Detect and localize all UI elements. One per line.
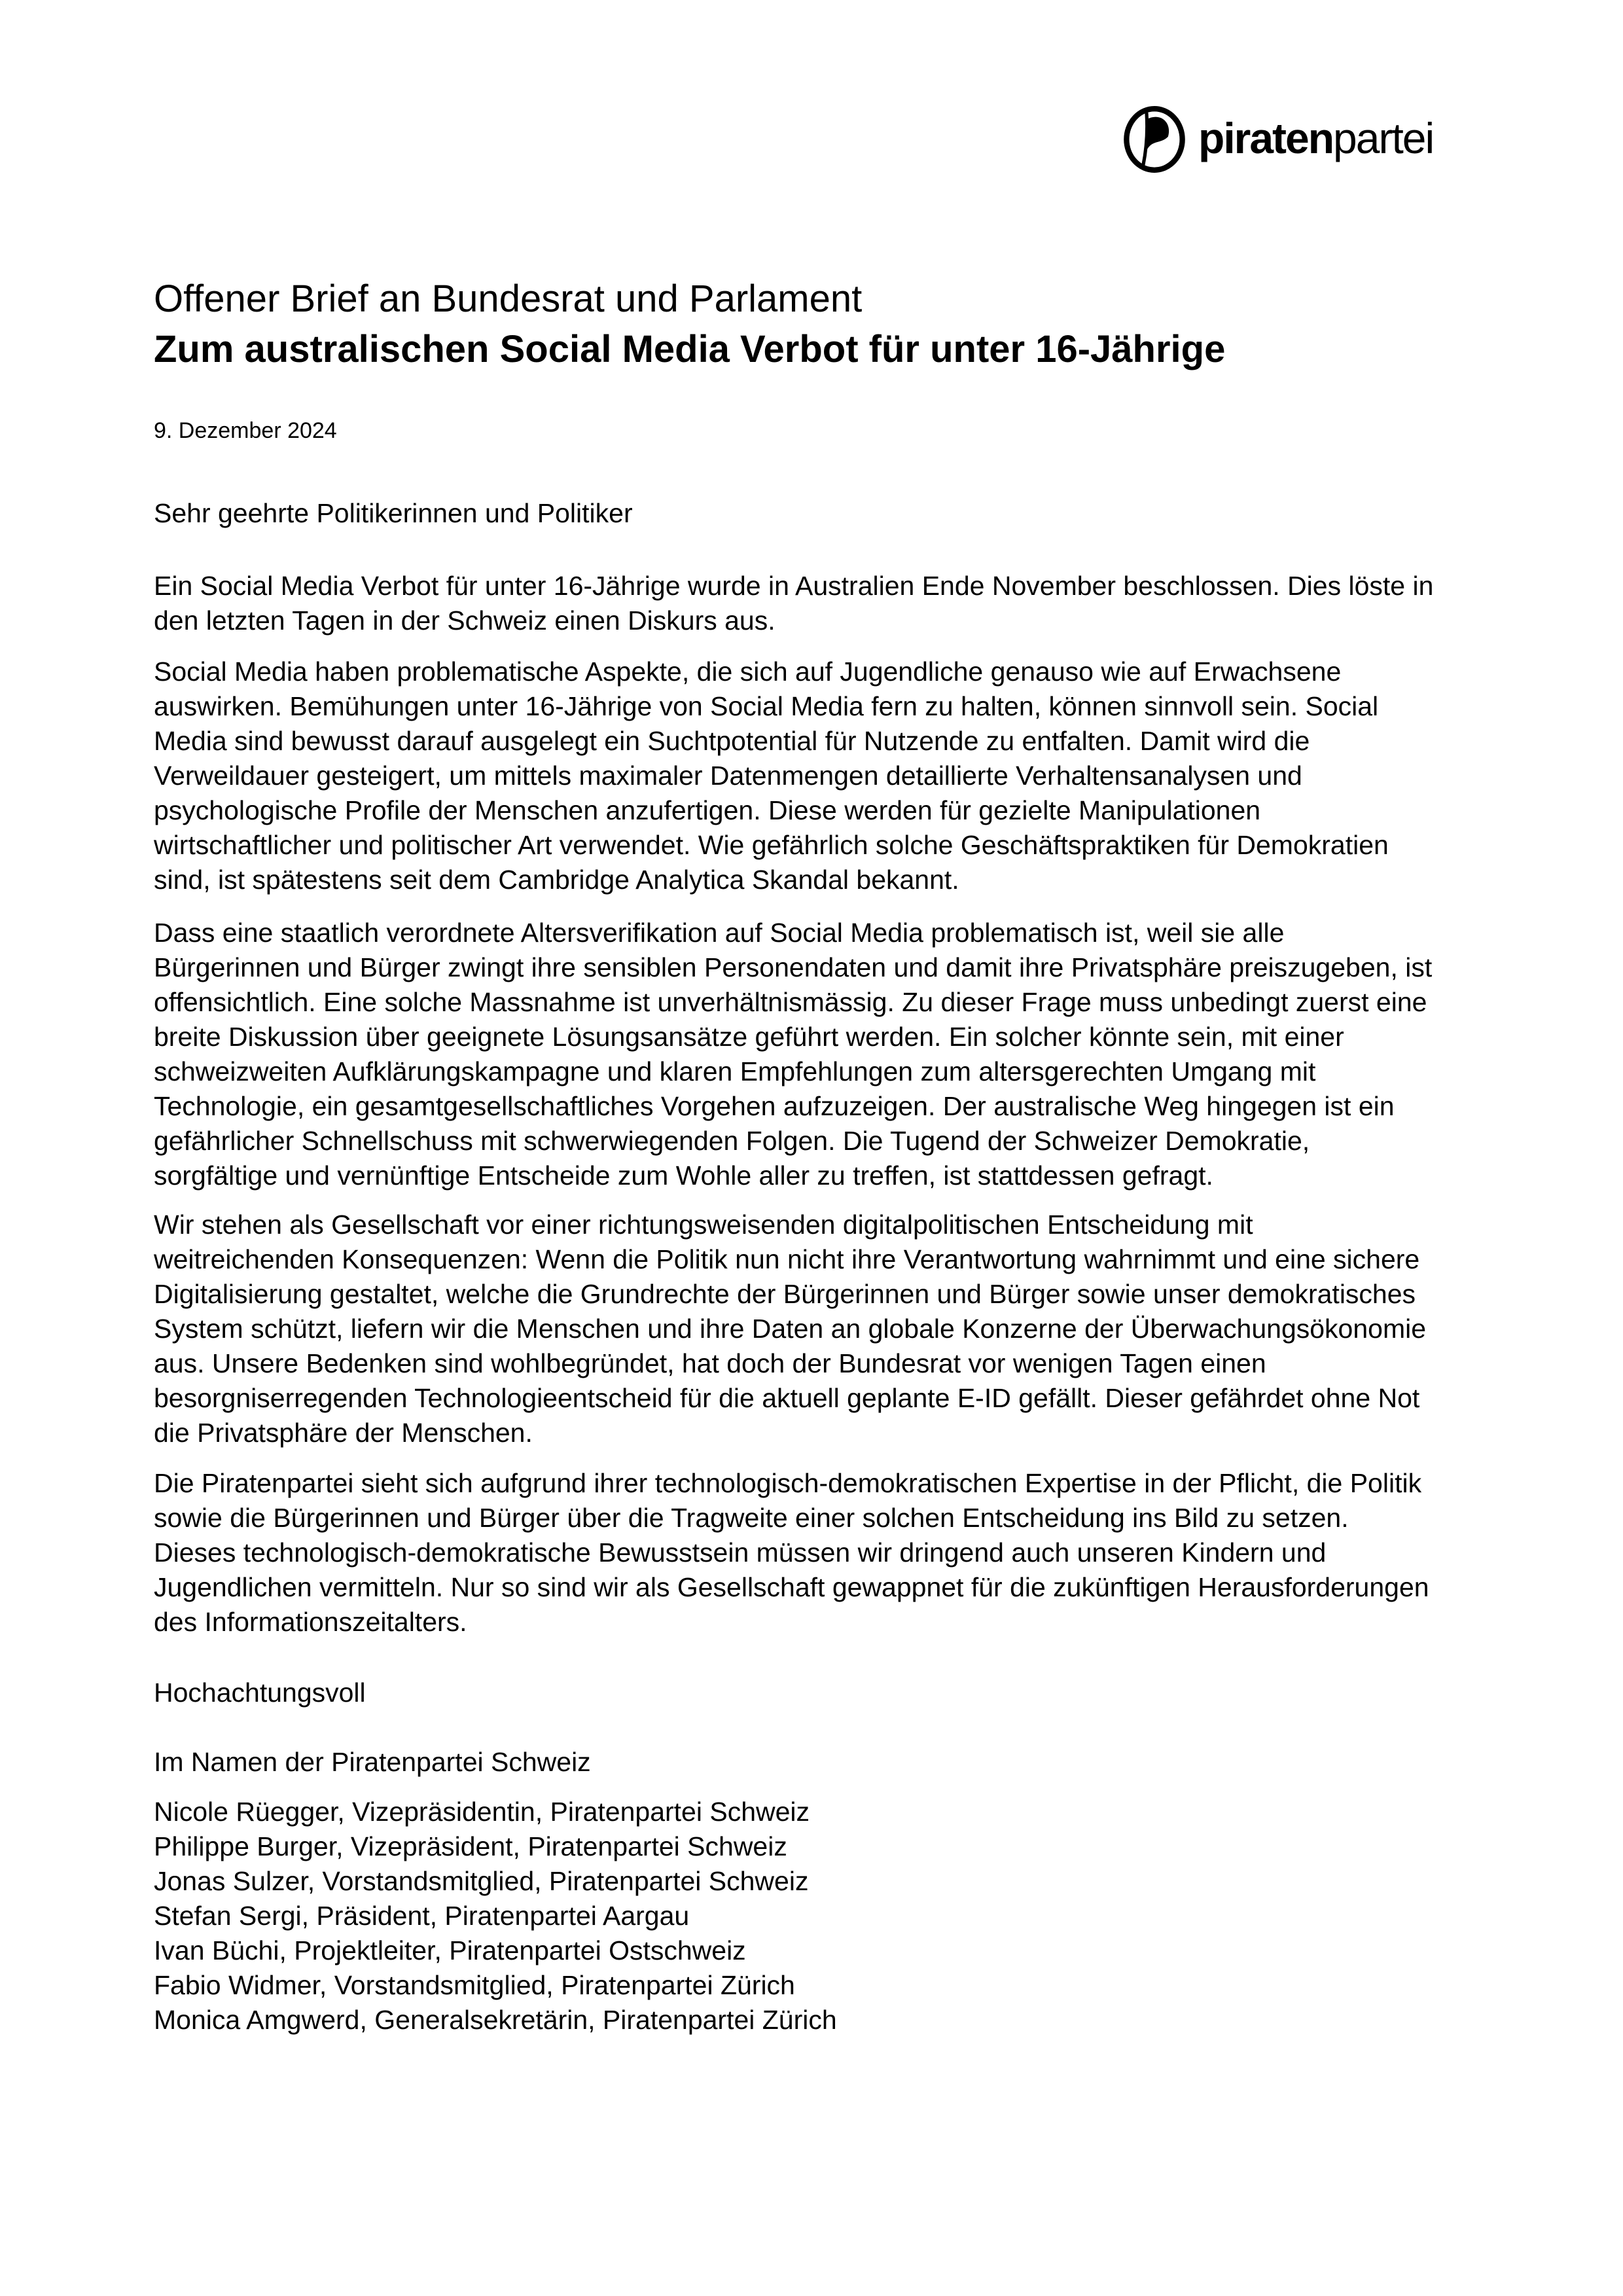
signatory-line: Nicole Rüegger, Vizepräsidentin, Piratenpartei Schweiz xyxy=(154,1797,810,1827)
signatory-line: Ivan Büchi, Projektleiter, Piratenpartei Ostschweiz xyxy=(154,1935,746,1965)
on-behalf-line: Im Namen der Piratenpartei Schweiz xyxy=(154,1747,591,1777)
letter-content xyxy=(154,0,1435,2037)
signatory-line: Jonas Sulzer, Vorstandsmitglied, Piratenpartei Schweiz xyxy=(154,1866,809,1896)
title-line-2: Zum australischen Social Media Verbot für unter 16-Jährige xyxy=(154,328,1226,370)
signatory-list xyxy=(154,1795,1435,2037)
signatory-line: Stefan Sergi, Präsident, Piratenpartei Aargau xyxy=(154,1901,690,1931)
logo-text-light: partei xyxy=(1333,114,1434,162)
paragraph-1: Ein Social Media Verbot für unter 16-Jährige wurde in Australien Ende November beschlossen. Dies löste in den letzten Tagen in der Schweiz einen Diskurs aus. xyxy=(154,571,1434,636)
greeting: Sehr geehrte Politikerinnen und Politiker xyxy=(154,498,633,528)
paragraph-3: Dass eine staatlich verordnete Altersverifikation auf Social Media problematisch ist, weil sie alle Bürgerinnen und Bürger zwingt ihre sensiblen Personendaten und damit ihre Privatsphäre preiszugeben, ist offensichtlich. Eine solche Massnahme ist unverhältnismässig. Zu dieser Frage muss unbedingt zuerst eine breite Diskussion über geeignete Lösungsansätze geführt werden. Ein solcher könnte sein, mit einer schweizweiten Aufklärungskampagne und klaren Empfehlungen zum altersgerechten Umgang mit Technologie, ein gesamtgesellschaftliches Vorgehen aufzuzeigen. Der australische Weg hingegen ist ein gefährlicher Schnellschuss mit schwerwiegenden Folgen. Die Tugend der Schweizer Demokratie, sorgfältige und vernünftige Entscheide zum Wohle aller zu treffen, ist stattdessen gefragt. xyxy=(154,918,1433,1191)
letter-date: 9. Dezember 2024 xyxy=(154,418,337,443)
signatory-line: Monica Amgwerd, Generalsekretärin, Piratenpartei Zürich xyxy=(154,2005,837,2035)
paragraph-5: Die Piratenpartei sieht sich aufgrund ihrer technologisch-demokratischen Expertise in der Pflicht, die Politik sowie die Bürgerinnen und Bürger über die Tragweite einer solchen Entscheidung ins Bild zu setzen. Dieses technologisch-demokratische Bewusstsein müssen wir dringend auch unseren Kindern und Jugendlichen vermitteln. Nur so sind wir als Gesellschaft gewappnet für die zukünftigen Herausforderungen des Informationszeitalters. xyxy=(154,1468,1429,1637)
paragraph-2: Social Media haben problematische Aspekte, die sich auf Jugendliche genauso wie auf Erwachsene auswirken. Bemühungen unter 16-Jährige von Social Media fern zu halten, können sinnvoll sein. Social Media sind bewusst darauf ausgelegt ein Suchtpotential für Nutzende zu entfalten. Damit wird die Verweildauer gesteigert, um mittels maximaler Datenmengen detaillierte Verhaltensanalysen und psychologische Profile der Menschen anzufertigen. Diese werden für gezielte Manipulationen wirtschaftlicher und politischer Art verwendet. Wie gefährlich solche Geschäftspraktiken für Demokratien sind, ist spätestens seit dem Cambridge Analytica Skandal bekannt. xyxy=(154,656,1389,895)
signatory-line: Fabio Widmer, Vorstandsmitglied, Piratenpartei Zürich xyxy=(154,1970,795,2000)
title-line-1: Offener Brief an Bundesrat und Parlament xyxy=(154,278,863,320)
signatory-line: Philippe Burger, Vizepräsident, Piratenpartei Schweiz xyxy=(154,1831,787,1861)
logo-text-bold: piraten xyxy=(1198,114,1334,162)
paragraph-4: Wir stehen als Gesellschaft vor einer richtungsweisenden digitalpolitischen Entscheidung mit weitreichenden Konsequenzen: Wenn die Politik nun nicht ihre Verantwortung wahrnimmt und eine sichere Digitalisierung gestaltet, welche die Grundrechte der Bürgerinnen und Bürger sowie unser demokratisches System schützt, liefern wir die Menschen und ihre Daten an globale Konzerne der Überwachungsökonomie aus. Unsere Bedenken sind wohlbegründet, hat doch der Bundesrat vor wenigen Tagen einen besorgniserregenden Technologieentscheid für die aktuell geplante E-ID gefällt. Dieser gefährdet ohne Not die Privatsphäre der Menschen. xyxy=(154,1210,1427,1448)
page-title xyxy=(154,0,1435,374)
closing-salutation: Hochachtungsvoll xyxy=(154,1677,366,1708)
